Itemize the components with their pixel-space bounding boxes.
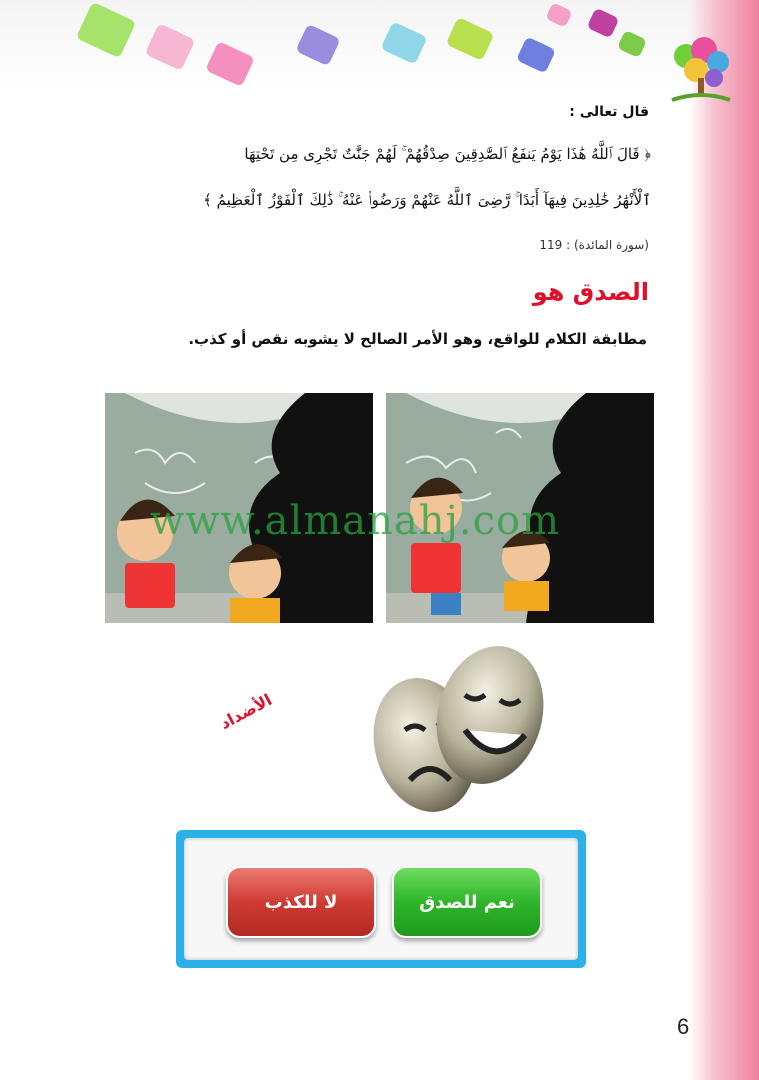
puzzle-piece	[76, 2, 136, 59]
no-to-lying-button[interactable]: لا للكذب	[226, 866, 376, 938]
puzzle-piece	[587, 8, 620, 39]
tree-logo-icon	[666, 28, 736, 113]
puzzle-header-decoration	[0, 0, 759, 95]
page-number: 6	[677, 1014, 690, 1039]
puzzle-piece	[516, 36, 556, 73]
theatre-masks-icon	[365, 640, 555, 820]
verse-line-1: ﴿ قَالَ ٱللَّهُ هَٰذَا يَوْمُ يَنفَعُ ٱلصَّٰدِقِينَ صِدْقُهُمْ ۚ لَهُمْ جَنَّٰتٌ تَجْرِى مِن تَحْتِهَا	[244, 145, 651, 163]
puzzle-piece	[446, 17, 495, 61]
puzzle-piece	[145, 23, 196, 71]
puzzle-piece	[380, 21, 427, 64]
puzzle-piece	[205, 41, 255, 87]
verse-reference: (سورة المائدة) : 119	[539, 238, 649, 252]
choice-panel-inner	[184, 838, 578, 960]
intro-text: قال تعالى :	[569, 104, 649, 120]
puzzle-piece	[545, 2, 573, 28]
verse-line-2: ٱلْأَنْهَٰرُ خَٰلِدِينَ فِيهَآ أَبَدًا ۚ رَّضِىَ ٱللَّهُ عَنْهُمْ وَرَضُوا۟ عَنْهُ ۚ ذَٰلِكَ ٱلْفَوْزُ ٱلْعَظِيمُ ﴾	[203, 191, 651, 209]
definition-text: مطابقة الكلام للواقع، وهو الأمر الصالح لا يشوبه نقص أو كذب.	[188, 330, 647, 348]
opposites-label: الأضداد	[216, 690, 275, 733]
puzzle-side-decoration	[689, 0, 759, 1080]
puzzle-piece	[295, 24, 340, 66]
yes-to-honesty-button[interactable]: نعم للصدق	[392, 866, 542, 938]
puzzle-piece	[617, 30, 647, 58]
choice-panel	[176, 830, 586, 968]
watermark: www.almanahj.com	[150, 498, 561, 544]
section-heading: الصدق هو	[532, 278, 649, 306]
